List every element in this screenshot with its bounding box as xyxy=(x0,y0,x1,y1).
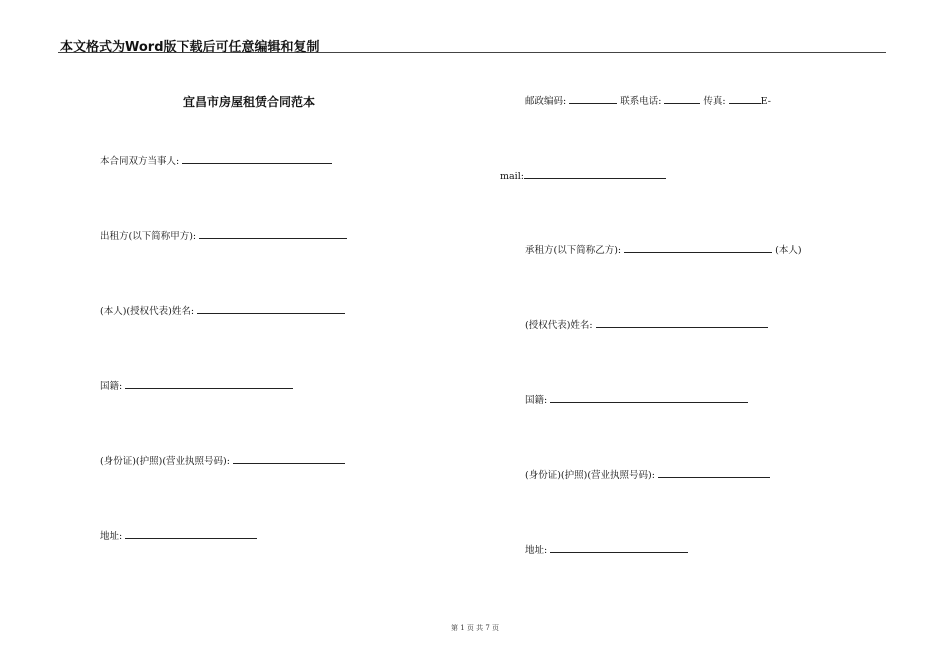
lessor-address-line xyxy=(100,528,260,544)
lessee-name-label: (授权代表)姓名: xyxy=(525,320,593,331)
header-title: 本文格式为Word版下载后可任意编辑和复制 xyxy=(60,40,320,55)
page-indicator: 第 1 页 共 7 页 xyxy=(450,624,500,632)
lessor-id-line xyxy=(100,453,348,469)
lessor-name-label: (本人)(授权代表)姓名: xyxy=(100,306,195,317)
header-divider xyxy=(58,52,886,53)
parties-line xyxy=(100,153,335,169)
phone-blank[interactable] xyxy=(664,93,700,104)
lessee-name-blank[interactable] xyxy=(596,317,768,328)
lessee-nationality-blank[interactable] xyxy=(550,392,748,403)
contact-line xyxy=(525,93,771,109)
parties-label: 本合同双方当事人: xyxy=(100,156,180,167)
email-blank[interactable] xyxy=(524,168,666,179)
lessor-nationality-line xyxy=(100,378,296,394)
lessee-address-label: 地址: xyxy=(525,545,548,556)
postcode-blank[interactable] xyxy=(569,93,617,104)
lessor-line xyxy=(100,228,350,244)
lessor-id-blank[interactable] xyxy=(233,453,345,464)
lessee-self-label: (本人) xyxy=(775,245,802,256)
email-prefix: E- xyxy=(760,96,771,107)
lessee-address-line xyxy=(525,542,691,558)
lessor-id-label: (身份证)(护照)(营业执照号码): xyxy=(100,456,230,467)
lessee-label: 承租方(以下简称乙方): xyxy=(525,245,622,256)
fax-blank[interactable] xyxy=(729,93,761,104)
fax-label: 传真: xyxy=(703,96,726,107)
lessor-nationality-label: 国籍: xyxy=(100,381,123,392)
lessee-id-line xyxy=(525,467,773,483)
lessee-blank[interactable] xyxy=(624,242,772,253)
lessee-name-line xyxy=(525,317,771,333)
lessee-address-blank[interactable] xyxy=(550,542,688,553)
phone-label: 联系电话: xyxy=(620,96,662,107)
lessee-line xyxy=(525,242,802,258)
lessee-nationality-line xyxy=(525,392,751,408)
lessee-id-label: (身份证)(护照)(营业执照号码): xyxy=(525,470,655,481)
email-label: mail: xyxy=(500,171,524,182)
lessee-nationality-label: 国籍: xyxy=(525,395,548,406)
lessor-address-blank[interactable] xyxy=(125,528,257,539)
lessor-name-blank[interactable] xyxy=(197,303,345,314)
postcode-label: 邮政编码: xyxy=(525,96,567,107)
lessor-blank[interactable] xyxy=(199,228,347,239)
parties-blank[interactable] xyxy=(182,153,332,164)
lessee-id-blank[interactable] xyxy=(658,467,770,478)
lessor-nationality-blank[interactable] xyxy=(125,378,293,389)
lessor-label: 出租方(以下简称甲方): xyxy=(100,231,197,242)
document-title: 宜昌市房屋租赁合同范本 xyxy=(183,95,316,109)
lessor-name-line xyxy=(100,303,348,319)
lessor-address-label: 地址: xyxy=(100,531,123,542)
email-line xyxy=(500,168,669,184)
